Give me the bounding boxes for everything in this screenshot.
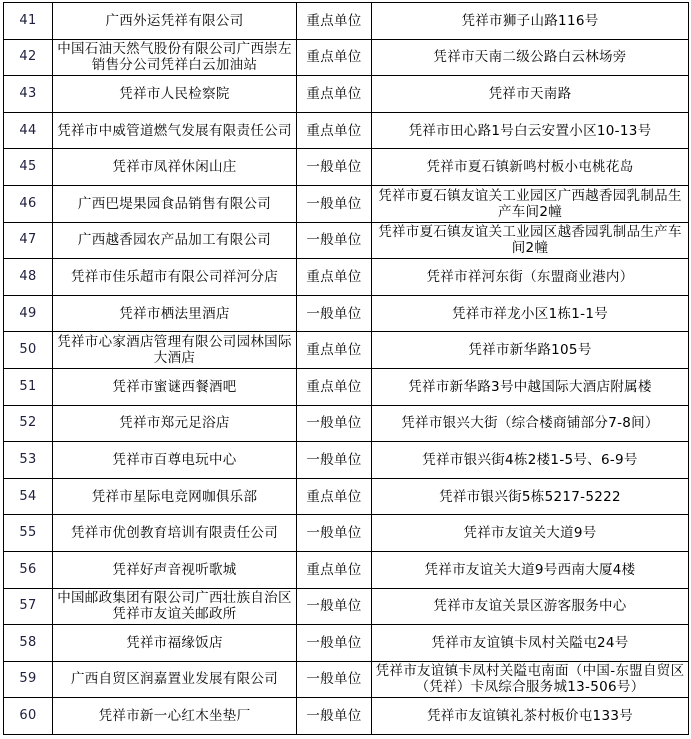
address-cell: 凭祥市友谊关景区游客服务中心 xyxy=(372,588,689,625)
unit-type-cell: 一般单位 xyxy=(297,588,372,625)
table-row xyxy=(4,405,689,442)
unit-type-cell: 一般单位 xyxy=(297,625,372,662)
unit-type-cell: 一般单位 xyxy=(297,222,372,259)
address-cell: 凭祥市新华路3号中越国际大酒店附属楼 xyxy=(372,368,689,405)
table-row xyxy=(4,625,689,662)
unit-type-cell: 重点单位 xyxy=(297,76,372,113)
row-number-cell: 51 xyxy=(4,368,53,405)
unit-name-cell: 凭祥市人民检察院 xyxy=(53,76,297,113)
table-row xyxy=(4,588,689,625)
row-number-cell: 42 xyxy=(4,39,53,76)
unit-type-cell: 重点单位 xyxy=(297,478,372,515)
unit-name-cell: 凭祥市星际电竞网咖俱乐部 xyxy=(53,478,297,515)
table-row xyxy=(4,698,689,735)
table-row xyxy=(4,295,689,332)
address-cell: 凭祥市祥河东街（东盟商业港内） xyxy=(372,259,689,296)
unit-name-cell: 凭祥市郑元足浴店 xyxy=(53,405,297,442)
row-number-cell: 49 xyxy=(4,295,53,332)
unit-type-cell: 重点单位 xyxy=(297,368,372,405)
address-cell: 凭祥市田心路1号白云安置小区10-13号 xyxy=(372,112,689,149)
address-cell: 凭祥市夏石镇友谊关工业园区越香园乳制品生产车间2幢 xyxy=(372,222,689,259)
row-number-cell: 57 xyxy=(4,588,53,625)
address-cell: 凭祥市友谊镇卡凤村关隘屯南面（中国-东盟自贸区（凭祥）卡凤综合服务城13-506号） xyxy=(372,661,689,698)
address-cell: 凭祥市银兴大街（综合楼商铺部分7-8间） xyxy=(372,405,689,442)
row-number-cell: 58 xyxy=(4,625,53,662)
address-cell: 凭祥市友谊关大道9号西南大厦4楼 xyxy=(372,551,689,588)
row-number-cell: 50 xyxy=(4,332,53,369)
unit-type-cell: 一般单位 xyxy=(297,515,372,552)
table-row xyxy=(4,76,689,113)
address-cell: 凭祥市银兴街4栋2楼1-5号、6-9号 xyxy=(372,442,689,479)
table-row xyxy=(4,551,689,588)
address-cell: 凭祥市友谊关大道9号 xyxy=(372,515,689,552)
address-cell: 凭祥市夏石镇新鸣村板小屯桃花岛 xyxy=(372,149,689,186)
unit-type-cell: 一般单位 xyxy=(297,405,372,442)
unit-name-cell: 凭祥好声音视听歌城 xyxy=(53,551,297,588)
unit-type-cell: 一般单位 xyxy=(297,442,372,479)
table-row xyxy=(4,259,689,296)
table-row xyxy=(4,368,689,405)
unit-type-cell: 一般单位 xyxy=(297,185,372,222)
row-number-cell: 56 xyxy=(4,551,53,588)
table-row xyxy=(4,332,689,369)
row-number-cell: 46 xyxy=(4,185,53,222)
table-row xyxy=(4,515,689,552)
row-number-cell: 60 xyxy=(4,698,53,735)
unit-type-cell: 一般单位 xyxy=(297,149,372,186)
row-number-cell: 47 xyxy=(4,222,53,259)
row-number-cell: 43 xyxy=(4,76,53,113)
unit-name-cell: 凭祥市新一心红木坐垫厂 xyxy=(53,698,297,735)
unit-type-cell: 一般单位 xyxy=(297,661,372,698)
unit-type-cell: 一般单位 xyxy=(297,698,372,735)
unit-name-cell: 广西自贸区润嘉置业发展有限公司 xyxy=(53,661,297,698)
row-number-cell: 45 xyxy=(4,149,53,186)
table-row xyxy=(4,112,689,149)
table-row xyxy=(4,442,689,479)
address-cell: 凭祥市友谊镇卡凤村关隘屯24号 xyxy=(372,625,689,662)
address-cell: 凭祥市友谊镇礼茶村板价屯133号 xyxy=(372,698,689,735)
unit-type-cell: 重点单位 xyxy=(297,3,372,40)
table-row xyxy=(4,185,689,222)
row-number-cell: 52 xyxy=(4,405,53,442)
row-number-cell: 53 xyxy=(4,442,53,479)
unit-name-cell: 中国石油天然气股份有限公司广西崇左销售分公司凭祥白云加油站 xyxy=(53,39,297,76)
unit-type-cell: 重点单位 xyxy=(297,332,372,369)
table-row xyxy=(4,39,689,76)
address-cell: 凭祥市天南二级公路白云林场旁 xyxy=(372,39,689,76)
row-number-cell: 55 xyxy=(4,515,53,552)
table-row xyxy=(4,661,689,698)
unit-table xyxy=(3,2,689,735)
table-row xyxy=(4,478,689,515)
address-cell: 凭祥市银兴街5栋5217-5222 xyxy=(372,478,689,515)
unit-name-cell: 凭祥市百尊电玩中心 xyxy=(53,442,297,479)
unit-name-cell: 广西巴堤果园食品销售有限公司 xyxy=(53,185,297,222)
unit-name-cell: 凭祥市中威管道燃气发展有限责任公司 xyxy=(53,112,297,149)
address-cell: 凭祥市狮子山路116号 xyxy=(372,3,689,40)
unit-type-cell: 重点单位 xyxy=(297,551,372,588)
unit-type-cell: 一般单位 xyxy=(297,295,372,332)
unit-table-container xyxy=(3,2,689,735)
unit-name-cell: 凭祥市佳乐超市有限公司祥河分店 xyxy=(53,259,297,296)
unit-name-cell: 凭祥市福缘饭店 xyxy=(53,625,297,662)
unit-type-cell: 重点单位 xyxy=(297,112,372,149)
unit-table-body xyxy=(4,3,689,735)
table-row xyxy=(4,222,689,259)
address-cell: 凭祥市夏石镇友谊关工业园区广西越香园乳制品生产车间2幢 xyxy=(372,185,689,222)
row-number-cell: 41 xyxy=(4,3,53,40)
address-cell: 凭祥市祥龙小区1栋1-1号 xyxy=(372,295,689,332)
unit-name-cell: 凭祥市栖法里酒店 xyxy=(53,295,297,332)
row-number-cell: 48 xyxy=(4,259,53,296)
row-number-cell: 44 xyxy=(4,112,53,149)
table-row xyxy=(4,3,689,40)
unit-name-cell: 凭祥市心家酒店管理有限公司园林国际大酒店 xyxy=(53,332,297,369)
unit-name-cell: 广西外运凭祥有限公司 xyxy=(53,3,297,40)
unit-name-cell: 凭祥市优创教育培训有限责任公司 xyxy=(53,515,297,552)
unit-type-cell: 重点单位 xyxy=(297,39,372,76)
unit-name-cell: 凭祥市凤祥休闲山庄 xyxy=(53,149,297,186)
row-number-cell: 59 xyxy=(4,661,53,698)
row-number-cell: 54 xyxy=(4,478,53,515)
address-cell: 凭祥市天南路 xyxy=(372,76,689,113)
address-cell: 凭祥市新华路105号 xyxy=(372,332,689,369)
unit-name-cell: 广西越香园农产品加工有限公司 xyxy=(53,222,297,259)
unit-type-cell: 重点单位 xyxy=(297,259,372,296)
table-row xyxy=(4,149,689,186)
unit-name-cell: 中国邮政集团有限公司广西壮族自治区凭祥市友谊关邮政所 xyxy=(53,588,297,625)
unit-name-cell: 凭祥市蜜谜西餐酒吧 xyxy=(53,368,297,405)
